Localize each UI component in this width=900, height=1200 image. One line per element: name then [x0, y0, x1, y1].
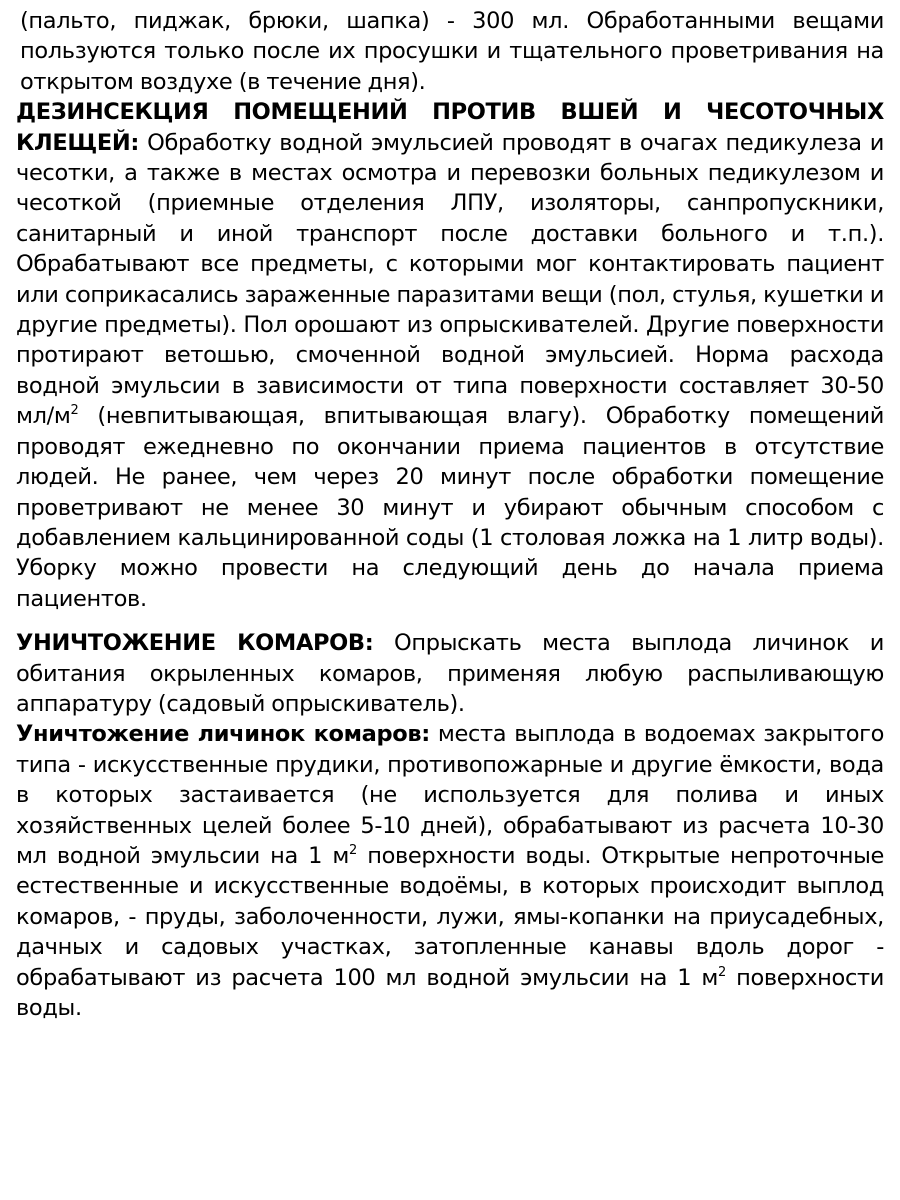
- superscript: 2: [349, 842, 357, 858]
- paragraph-text: (пальто, пиджак, брюки, шапка) - 300 мл. Обработанными вещами пользуются только после их просушки и тщательного проветривания на открытом воздухе (в течение дня).: [20, 8, 884, 95]
- paragraph-larvae-control: [16, 719, 884, 1023]
- paragraph-text: поверхности воды. Открытые непроточные естественные и искусственные водоёмы, в которых происходит выплод комаров, - пруды, заболоченности, лужи, ямы-копанки на приусадебных, дачных и садовых участках, затопленные канавы вдоль дорог - обрабатывают из расчета 100 мл водной эмульсии на 1 м: [16, 842, 884, 991]
- superscript: 2: [70, 403, 79, 419]
- section-heading-room-disinsection: ДЕЗИНСЕКЦИЯ ПОМЕЩЕНИЙ ПРОТИВ ВШЕЙ И ЧЕСОТОЧНЫХ КЛЕЩЕЙ:: [16, 99, 884, 156]
- paragraph-text: поверхности воды.: [16, 964, 884, 1021]
- paragraph-text: Опрыскать места выплода личинок и обитания окрыленных комаров, применяя любую распыливающую аппаратуру (садовый опрыскиватель).: [16, 630, 884, 717]
- section-heading-larvae-control: Уничтожение личинок комаров:: [16, 721, 430, 748]
- paragraph-clothing-treatment: [16, 6, 884, 97]
- paragraph-text: Обработку водной эмульсией проводят в очагах педикулеза и чесотки, а также в местах осмотра и перевозки больных педикулезом и чесоткой (приемные отделения ЛПУ, изоляторы, санпропускники, санитарный и иной транспорт после доставки больного и т.п.). Обрабатывают все предметы, с которыми мог контактировать пациент или соприкасались зараженные паразитами вещи (пол, стулья, кушетки и другие предметы). Пол орошают из опрыскивателей. Другие поверхности протирают ветошью, смоченной водной эмульсией. Норма расхода водной эмульсии в зависимости от типа поверхности составляет 30-50 мл/м: [16, 129, 884, 430]
- paragraph-gap: [16, 614, 884, 628]
- paragraph-room-disinsection: [16, 97, 884, 614]
- paragraph-mosquito-control: [16, 628, 884, 719]
- paragraph-text: места выплода в водоемах закрытого типа - искусственные прудики, противопожарные и другие ёмкости, вода в которых застаивается (не используется для полива и иных хозяйственных целей более 5-10 дней), обрабатывают из расчета 10-30 мл водной эмульсии на 1 м: [16, 721, 884, 869]
- section-heading-mosquito-control: УНИЧТОЖЕНИЕ КОМАРОВ:: [16, 630, 374, 657]
- paragraph-text: (невпитывающая, впитывающая влагу). Обработку помещений проводят ежедневно по окончании приема пациентов в отсутствие людей. Не ранее, чем через 20 минут после обработки помещение проветривают не менее 30 минут и убирают обычным способом с добавлением кальцинированной соды (1 столовая ложка на 1 литр воды). Уборку можно провести на следующий день до начала приема пациентов.: [16, 403, 884, 612]
- document-page: [16, 6, 884, 1023]
- superscript: 2: [718, 964, 726, 980]
